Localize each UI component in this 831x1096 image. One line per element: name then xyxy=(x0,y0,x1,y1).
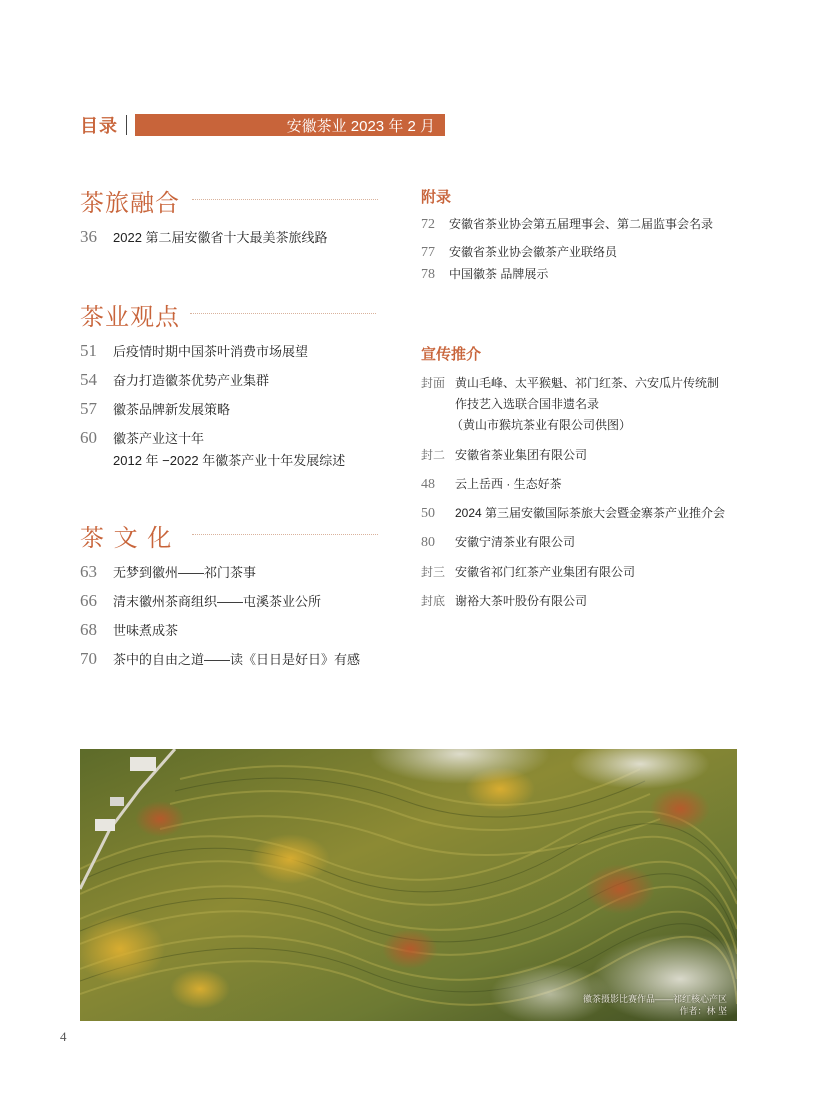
entry-title: 茶中的自由之道——读《日日是好日》有感 xyxy=(113,652,361,667)
toc-entry[interactable] xyxy=(80,562,256,582)
toc-entry[interactable] xyxy=(80,370,269,390)
entry-page-number: 72 xyxy=(421,217,435,232)
promo-text: 云上岳西 · 生态好茶 xyxy=(455,477,562,491)
entry-page-number: 57 xyxy=(80,399,97,418)
entry-page-number: 68 xyxy=(80,620,97,639)
caption-line1: 徽茶摄影比赛作品——祁红核心产区 xyxy=(582,994,727,1004)
promo-entry[interactable] xyxy=(421,446,587,463)
entry-title: 无梦到徽州——祁门茶事 xyxy=(113,565,257,580)
section-title-tea-culture: 茶 文 化 xyxy=(80,524,173,552)
issue-banner: 安徽茶业 2023 年 2 月 xyxy=(135,114,445,136)
section-title-promotion: 宣传推介 xyxy=(421,345,482,363)
promo-text-line3: （黄山市猴坑茶业有限公司供图） xyxy=(451,418,632,432)
entry-page-number: 77 xyxy=(421,245,435,260)
entry-page-number: 70 xyxy=(80,649,97,668)
toc-entry[interactable] xyxy=(80,649,360,669)
entry-page-number: 54 xyxy=(80,370,97,389)
promo-text-line2: 作技艺入选联合国非遗名录 xyxy=(455,397,600,411)
entry-title: 清末徽州茶商组织——屯溪茶业公所 xyxy=(113,594,322,609)
toc-entry[interactable] xyxy=(421,243,617,261)
promo-entry[interactable] xyxy=(421,533,575,551)
aerial-landscape-image xyxy=(80,749,737,1021)
promo-key: 50 xyxy=(421,506,435,521)
section-title-tea-tourism: 茶旅融合 xyxy=(80,189,180,217)
promo-text: 黄山毛峰、太平猴魁、祁门红茶、六安瓜片传统制 xyxy=(455,376,720,390)
toc-header xyxy=(80,114,445,136)
toc-entry[interactable] xyxy=(421,215,713,233)
promo-text: 安徽宁清茶业有限公司 xyxy=(455,535,576,549)
toc-entry[interactable] xyxy=(80,341,308,361)
promo-key: 封三 xyxy=(421,565,446,579)
entry-title: 安徽省茶业协会第五届理事会、第二届监事会名录 xyxy=(449,217,714,231)
entry-subtitle: 2012 年 −2022 年徽茶产业十年发展综述 xyxy=(113,453,346,468)
promo-key: 封面 xyxy=(421,376,446,390)
toc-entry[interactable] xyxy=(80,428,204,448)
entry-page-number: 36 xyxy=(80,227,97,246)
promo-entry[interactable] xyxy=(421,475,562,493)
toc-label: 目录 xyxy=(80,116,118,136)
promo-entry[interactable] xyxy=(421,504,725,522)
entry-title: 徽茶产业这十年 xyxy=(113,431,205,446)
promo-entry-cover[interactable] xyxy=(421,374,719,391)
section-divider xyxy=(190,313,376,314)
entry-page-number: 60 xyxy=(80,428,97,447)
toc-entry[interactable] xyxy=(80,227,328,247)
promo-key: 80 xyxy=(421,535,435,550)
toc-entry[interactable] xyxy=(80,399,230,419)
section-divider xyxy=(192,199,378,200)
tea-garden-aerial-photo xyxy=(80,749,737,1021)
header-divider xyxy=(126,115,127,135)
section-title-appendix: 附录 xyxy=(421,188,452,206)
entry-title: 徽茶品牌新发展策略 xyxy=(113,402,231,417)
promo-text: 谢裕大茶叶股份有限公司 xyxy=(455,594,588,608)
entry-title: 2022 第二届安徽省十大最美茶旅线路 xyxy=(113,230,328,245)
promo-entry[interactable] xyxy=(421,592,587,609)
promo-entry[interactable] xyxy=(421,563,635,580)
promo-key: 封二 xyxy=(421,448,446,462)
section-divider xyxy=(192,534,378,535)
entry-title: 中国徽茶 品牌展示 xyxy=(449,267,549,281)
photo-caption xyxy=(583,993,727,1017)
entry-page-number: 51 xyxy=(80,341,97,360)
entry-page-number: 66 xyxy=(80,591,97,610)
promo-text: 安徽省祁门红茶产业集团有限公司 xyxy=(455,565,636,579)
entry-page-number: 63 xyxy=(80,562,97,581)
toc-entry[interactable] xyxy=(80,620,178,640)
promo-text: 安徽省茶业集团有限公司 xyxy=(455,448,588,462)
entry-title: 安徽省茶业协会徽茶产业联络员 xyxy=(449,245,618,259)
entry-title: 世味煮成茶 xyxy=(113,623,179,638)
entry-title: 奋力打造徽茶优势产业集群 xyxy=(113,373,270,388)
entry-page-number: 78 xyxy=(421,267,435,282)
promo-text: 2024 第三届安徽国际茶旅大会暨金寨茶产业推介会 xyxy=(455,506,726,520)
caption-line2: 作者：林 坚 xyxy=(679,1006,727,1016)
toc-entry[interactable] xyxy=(421,265,548,283)
toc-entry[interactable] xyxy=(80,591,321,611)
section-title-tea-viewpoints: 茶业观点 xyxy=(80,303,180,331)
promo-key: 封底 xyxy=(421,594,446,608)
page-number: 4 xyxy=(60,1029,67,1044)
promo-key: 48 xyxy=(421,477,435,492)
entry-title: 后疫情时期中国茶叶消费市场展望 xyxy=(113,344,309,359)
